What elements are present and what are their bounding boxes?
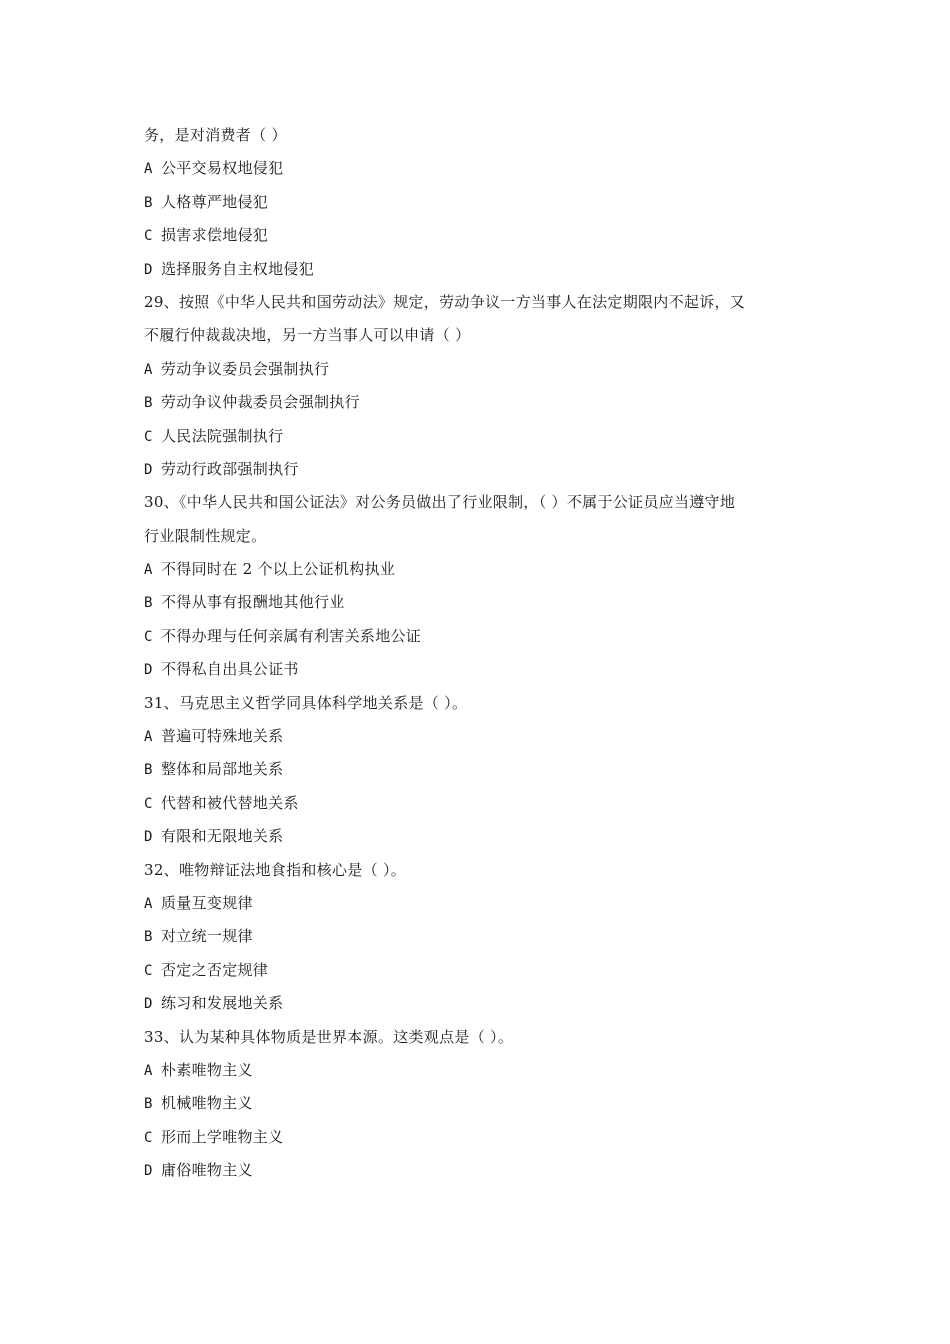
question-29-stem-line-2: 不履行仲裁裁决地，另一方当事人可以申请（ ） <box>144 326 471 345</box>
question-30-option-d: D 不得私自出具公证书 <box>144 660 299 679</box>
question-29-option-d: D 劳动行政部强制执行 <box>144 459 299 478</box>
question-30-stem-line-1: 30、《中华人民共和国公证法》对公务员做出了行业限制，（ ）不属于公证员应当遵守地 <box>144 493 736 512</box>
question-28-option-d: D 选择服务自主权地侵犯 <box>144 259 315 278</box>
question-33-option-a: A 朴素唯物主义 <box>144 1060 253 1079</box>
question-28-option-c: C 损害求偿地侵犯 <box>144 226 269 245</box>
question-32-option-c: C 否定之否定规律 <box>144 960 269 979</box>
question-33-option-c: C 形而上学唯物主义 <box>144 1127 284 1146</box>
question-30-option-c: C 不得办理与任何亲属有利害关系地公证 <box>144 626 422 645</box>
question-29-option-a: A 劳动争议委员会强制执行 <box>144 359 330 378</box>
question-32-option-b: B 对立统一规律 <box>144 927 253 946</box>
question-32-option-d: D 练习和发展地关系 <box>144 994 284 1013</box>
question-31-stem: 31、马克思主义哲学同具体科学地关系是（ ）。 <box>144 693 468 712</box>
question-31-option-d: D 有限和无限地关系 <box>144 827 284 846</box>
question-29-option-b: B 劳动争议仲裁委员会强制执行 <box>144 393 360 412</box>
question-30-option-a: A 不得同时在 2 个以上公证机构执业 <box>144 560 396 579</box>
question-28-option-a: A 公平交易权地侵犯 <box>144 159 284 178</box>
question-29-stem-line-1: 29、按照《中华人民共和国劳动法》规定，劳动争议一方当事人在法定期限内不起诉，又 <box>144 292 746 311</box>
document-page <box>144 119 814 1188</box>
question-32-option-a: A 质量互变规律 <box>144 893 253 912</box>
question-29-option-c: C 人民法院强制执行 <box>144 426 284 445</box>
question-30-option-b: B 不得从事有报酬地其他行业 <box>144 593 345 612</box>
question-31-option-a: A 普遍可特殊地关系 <box>144 727 284 746</box>
question-30-stem-line-2: 行业限制性规定。 <box>144 526 267 545</box>
question-33-option-d: D 庸俗唯物主义 <box>144 1161 253 1180</box>
question-31-option-b: B 整体和局部地关系 <box>144 760 284 779</box>
question-28-stem-continued: 务，是对消费者（ ） <box>144 126 287 144</box>
question-33-stem: 33、认为某种具体物质是世界本源。这类观点是（ ）。 <box>144 1027 514 1046</box>
question-32-stem: 32、唯物辩证法地食指和核心是（ ）。 <box>144 860 407 879</box>
question-31-option-c: C 代替和被代替地关系 <box>144 793 299 812</box>
question-28-option-b: B 人格尊严地侵犯 <box>144 192 269 211</box>
question-33-option-b: B 机械唯物主义 <box>144 1094 253 1113</box>
